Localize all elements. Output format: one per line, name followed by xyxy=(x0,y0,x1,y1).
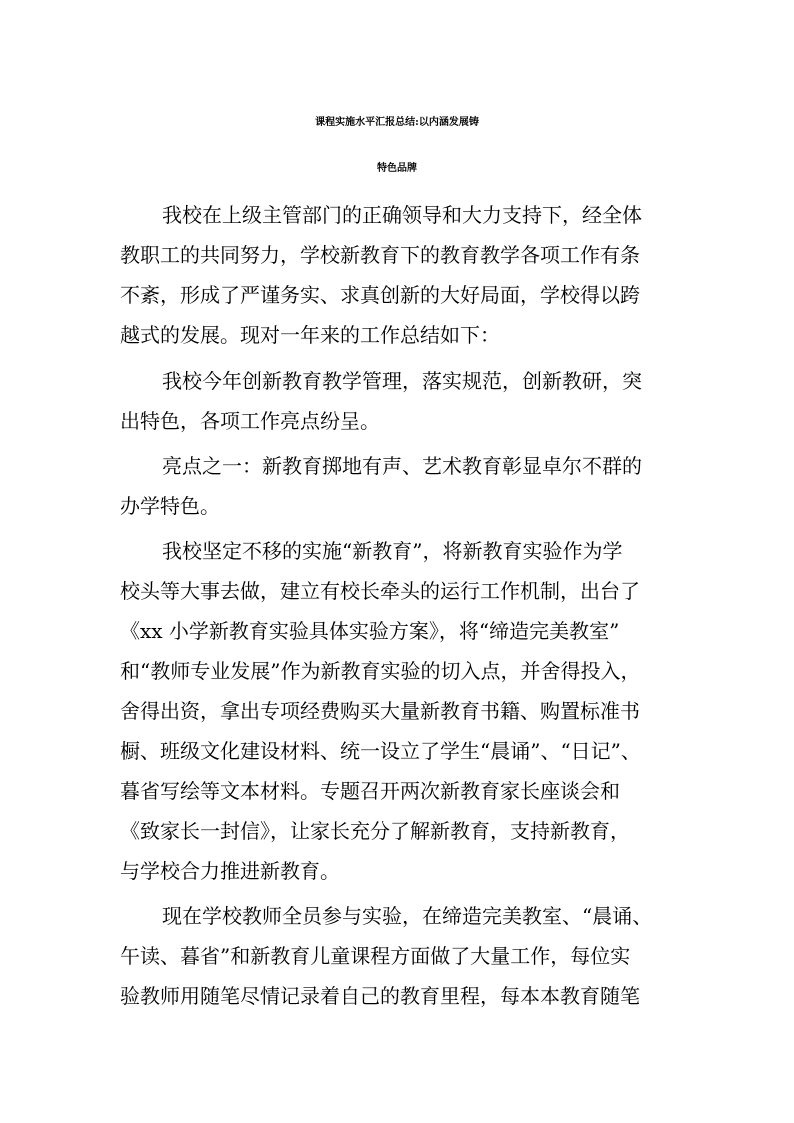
document-title-line-2: 特色品牌 xyxy=(377,163,417,174)
body-text-line: 《xx 小学新教育实验具体实验方案》，将“缔造完美教室” xyxy=(120,619,620,643)
body-text-line: 舍得出资，拿出专项经费购买大量新教育书籍、购置标准书 xyxy=(120,699,640,723)
body-text-line: 与学校合力推进新教育。 xyxy=(120,859,340,883)
body-text-line: 暮省写绘等文本材料。专题召开两次新教育家长座谈会和 xyxy=(120,779,620,803)
body-text-line: 出特色，各项工作亮点纷呈。 xyxy=(120,409,380,433)
body-text-line: 教职工的共同努力，学校新教育下的教育教学各项工作有条 xyxy=(120,243,640,267)
body-text-line: 亮点之一：新教育掷地有声、艺术教育彰显卓尔不群的 xyxy=(162,454,642,478)
body-text-line: 《致家长一封信》，让家长充分了解新教育，支持新教育， xyxy=(120,819,630,843)
body-text-line: 橱、班级文化建设材料、统一设立了学生“晨诵”、“日记”、 xyxy=(120,739,641,763)
document-title-line-1: 课程实施水平汇报总结:以内涵发展铸 xyxy=(315,117,479,128)
body-text-line: 我校坚定不移的实施“新教育”，将新教育实验作为学 xyxy=(162,539,623,563)
body-text-line: 越式的发展。现对一年来的工作总结如下： xyxy=(120,323,500,347)
body-text-line: 午读、暮省”和新教育儿童课程方面做了大量工作，每位实 xyxy=(120,944,631,968)
body-text-line: 和“教师专业发展”作为新教育实验的切入点，并舍得投入， xyxy=(120,659,641,683)
body-text-line: 验教师用随笔尽情记录着自己的教育里程，每本本教育随笔 xyxy=(120,984,640,1008)
body-text-line: 办学特色。 xyxy=(120,494,220,518)
body-text-line: 校头等大事去做，建立有校长牵头的运行工作机制，出台了 xyxy=(120,579,640,603)
body-text-line: 现在学校教师全员参与实验，在缔造完美教室、“晨诵、 xyxy=(162,904,653,928)
body-text-line: 不紊，形成了严谨务实、求真创新的大好局面，学校得以跨 xyxy=(120,283,640,307)
body-text-line: 我校在上级主管部门的正确领导和大力支持下，经全体 xyxy=(162,203,642,227)
body-text-line: 我校今年创新教育教学管理，落实规范，创新教研，突 xyxy=(162,369,642,393)
